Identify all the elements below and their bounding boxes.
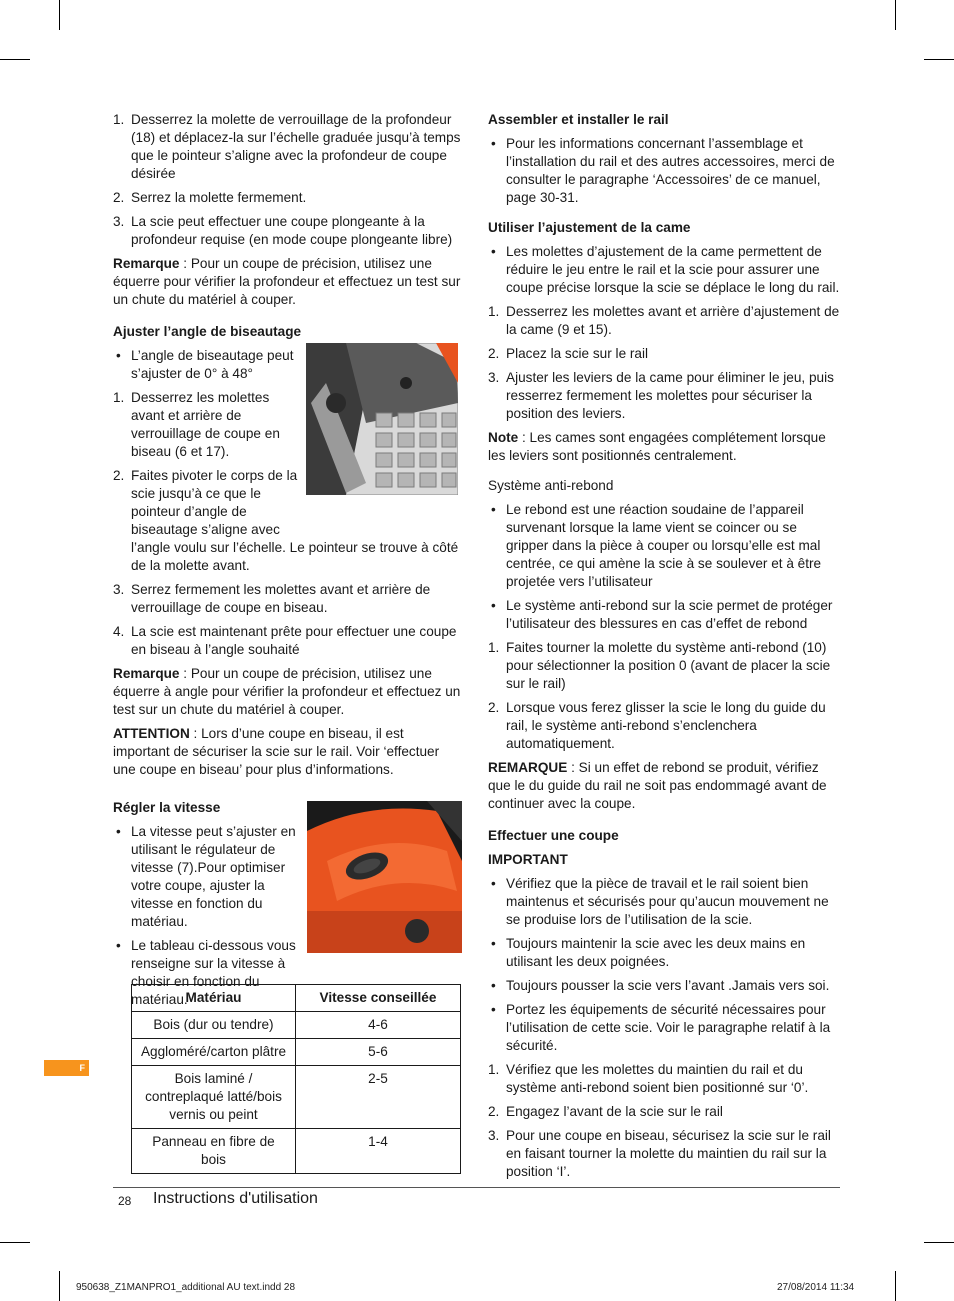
- bevel-heading: Ajuster l’angle de biseautage: [113, 324, 302, 339]
- table-cell: Aggloméré/carton plâtre: [132, 1039, 296, 1066]
- list-item: 1. Desserrez les molettes avant et arrière de verrouillage de coupe en biseau (6 et 17).: [113, 390, 280, 459]
- table-row: [132, 1066, 461, 1129]
- list-item: • Le rebond est une réaction soudaine de l’appareil survenant lorsque la lame vient se coincer ou se gripper dans la pièce à couper ou lorsqu’elle est mal centrée, ce qui amène la scie à se soulever et à être projetée vers l’utilisateur: [491, 502, 822, 589]
- table-header-row: [132, 985, 461, 1012]
- list-item: • L’angle de biseautage peut s’ajuster de 0° à 48°: [116, 348, 294, 381]
- list-item: • La vitesse peut s’ajuster en utilisant le régulateur de vitesse (7).Pour optimiser votre coupe, ajuster la vitesse en fonction du matériau.: [116, 824, 296, 929]
- cut-heading: Effectuer une coupe: [488, 828, 619, 843]
- table-cell: 4-6: [296, 1012, 461, 1039]
- crop-mark: [895, 0, 896, 30]
- crop-mark: [59, 0, 60, 30]
- list-item: 1. Faites tourner la molette du système anti-rebond (10) pour sélectionner la position 0 (avant de placer la scie sur le rail): [488, 640, 831, 691]
- list-item: • Le tableau ci-dessous vous renseigne sur la vitesse à choisir en fonction du matériau.: [116, 938, 296, 1007]
- depth-steps: [113, 111, 463, 249]
- table-row: [132, 1039, 461, 1066]
- table-header: Matériau: [132, 985, 296, 1012]
- remark-bevel: Remarque : Pour un coupe de précision, utilisez une équerre à angle pour vérifier la profondeur et effectuez un test sur un chute du matériel à couper.: [113, 666, 461, 717]
- list-item: 3. Serrez fermement les molettes avant et arrière de verrouillage de coupe en biseau.: [113, 582, 431, 615]
- speed-heading: Régler la vitesse: [113, 800, 221, 815]
- crop-mark: [0, 1242, 30, 1243]
- speed-table: [131, 984, 461, 1174]
- remark-rebond: REMARQUE : Si un effet de rebond se produit, vérifiez que le du guide du rail ne soit pas endommagé avant de continuer avec la coupe.: [488, 760, 827, 811]
- list-item: 2. Engagez l’avant de la scie sur le rail: [488, 1104, 723, 1119]
- list-item: 1. Vérifiez que les molettes du maintien du rail et du système anti-rebond soient bien positionné sur ‘0’.: [488, 1062, 809, 1095]
- list-item: 2. Placez la scie sur le rail: [488, 346, 649, 361]
- list-item: • Les molettes d’ajustement de la came permettent de réduire le jeu entre le rail et la scie pour assurer une coupe précise lorsque la scie se déplace le long du rail.: [491, 244, 840, 295]
- speed-dial-photo: [307, 801, 462, 953]
- list-item: 2. Faites pivoter le corps de la scie jusqu’à ce que le pointeur d’angle de biseautage s’aligne avec l’angle voulu sur l’échelle. Le pointeur se trouve à côté de la molette avant.: [113, 468, 459, 573]
- list-item: 1. Desserrez la molette de verrouillage de la profondeur (18) et déplacez-la sur l’échelle graduée jusqu’à temps que le pointeur s’aligne avec la profondeur de coupe désirée: [113, 112, 461, 181]
- list-item: • Pour les informations concernant l’assemblage et l’installation du rail et des autres accessoires, merci de consulter le paragraphe ‘Accessoires’ de ce manuel, page 30-31.: [491, 136, 835, 205]
- rail-heading: Assembler et installer le rail: [488, 112, 669, 127]
- table-row: [132, 1012, 461, 1039]
- list-item: • Toujours pousser la scie vers l’avant .Jamais vers soi.: [491, 978, 830, 993]
- list-item: • Vérifiez que la pièce de travail et le rail soient bien maintenus et sécurisés pour qu’aucun mouvement ne se produise lors de l’utilisation de la scie.: [491, 876, 829, 927]
- crop-mark: [924, 59, 954, 60]
- table-header: Vitesse conseillée: [296, 985, 461, 1012]
- list-item: 3. Pour une coupe en biseau, sécurisez la scie sur le rail en faisant tourner la molette du maintien du rail sur la position ‘I’.: [488, 1128, 831, 1179]
- table-cell: 5-6: [296, 1039, 461, 1066]
- crop-mark: [59, 1271, 60, 1301]
- table-row: [132, 1129, 461, 1174]
- important-label: IMPORTANT: [488, 852, 568, 867]
- list-item: 3. Ajuster les leviers de la came pour éliminer le jeu, puis resserrez fermement les molettes pour sécuriser la position des leviers.: [488, 370, 834, 421]
- list-item: • Le système anti-rebond sur la scie permet de protéger l’utilisateur des blessures en cas d’effet de rebond: [491, 598, 833, 631]
- list-item: 2. Serrez la molette fermement.: [113, 190, 307, 205]
- bevel-scale-photo: [306, 343, 458, 495]
- list-item: 2. Lorsque vous ferez glisser la scie le long du guide du rail, le système anti-rebond s’enclenchera automatiquement.: [488, 700, 826, 751]
- table-cell: Bois (dur ou tendre): [132, 1012, 296, 1039]
- antirebond-heading: Système anti-rebond: [488, 478, 614, 493]
- list-item: • Toujours maintenir la scie avec les deux mains en utilisant les deux poignées.: [491, 936, 806, 969]
- list-item: 1. Desserrez les molettes avant et arrière d’ajustement de la came (9 et 15).: [488, 304, 840, 337]
- table-cell: Panneau en fibre de bois: [132, 1129, 296, 1174]
- remark-depth: Remarque : Pour un coupe de précision, utilisez une équerre pour vérifier la profondeur et effectuez un test sur un chute du matériel à couper.: [113, 256, 461, 307]
- note-cam: Note : Les cames sont engagées complétement lorsque les leviers sont positionnés centralement.: [488, 430, 826, 463]
- table-cell: Bois laminé / contreplaqué latté/bois vernis ou peint: [132, 1066, 296, 1129]
- crop-mark: [895, 1271, 896, 1301]
- list-item: 4. La scie est maintenant prête pour effectuer une coupe en biseau à l’angle souhaité: [113, 624, 457, 657]
- slug-filename: 950638_Z1MANPRO1_additional AU text.indd 28: [76, 1282, 296, 1293]
- footer-title: Instructions d'utilisation: [153, 1190, 318, 1207]
- right-column: [488, 111, 840, 1187]
- attention-note: ATTENTION : Lors d’une coupe en biseau, il est important de sécuriser la scie sur le rail. Voir ‘effectuer une coupe en biseau’ pour plus d’informations.: [113, 726, 440, 777]
- footer-divider: [113, 1187, 840, 1188]
- list-item: 3. La scie peut effectuer une coupe plongeante à la profondeur requise (en mode coupe plongeante libre): [113, 214, 453, 247]
- table-cell: 2-5: [296, 1066, 461, 1129]
- cam-heading: Utiliser l’ajustement de la came: [488, 220, 691, 235]
- page-number: 28: [118, 1194, 132, 1208]
- slug-date: 27/08/2014 11:34: [777, 1282, 855, 1293]
- table-cell: 1-4: [296, 1129, 461, 1174]
- language-tab: F: [44, 1060, 89, 1076]
- list-item: • Portez les équipements de sécurité nécessaires pour l’utilisation de cette scie. Voir le paragraphe relatif à la sécurité.: [491, 1002, 831, 1053]
- crop-mark: [924, 1242, 954, 1243]
- crop-mark: [0, 59, 30, 60]
